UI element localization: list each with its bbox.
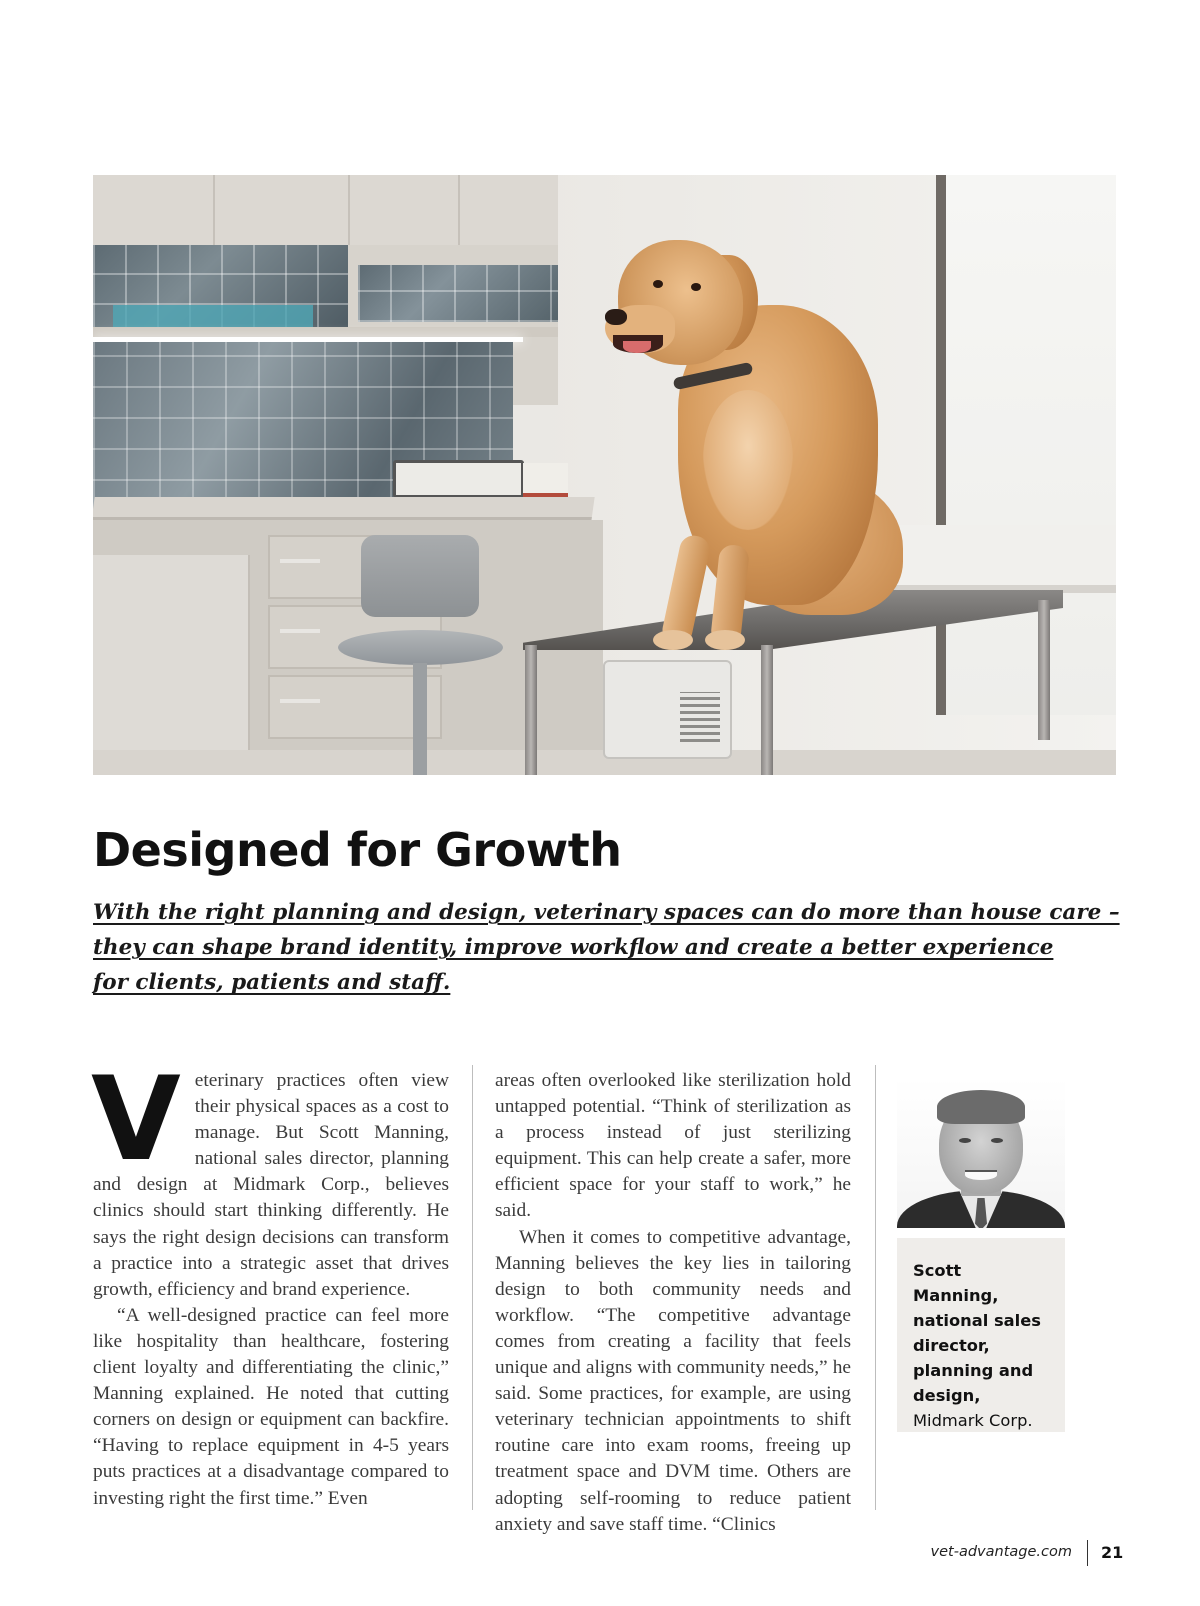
photo-table-leg [761,645,773,775]
photo-device [393,460,524,498]
column-divider [875,1065,876,1510]
body-paragraph: areas often overlooked like sterilization hold untapped potential. “Think of sterilization as a process instead of just sterilizing equipment. This can help create a safer, more efficient space for your staff to work,” he said. [495,1070,851,1222]
page-number: 21 [1101,1543,1124,1562]
caption-name-line: planning and [913,1361,1034,1380]
portrait-caption [897,1238,1065,1432]
footer-website: vet-advantage.com [930,1544,1072,1560]
caption-name-line: director, [913,1336,990,1355]
photo-window [936,175,1116,715]
photo-upper-cabinets [93,175,558,248]
footer-divider [1087,1540,1088,1566]
article-deck [93,895,1120,1000]
body-paragraph: “A well-designed practice can feel more like hospitality than healthcare, fostering client loyalty and differentiating the clinic,” Manning explained. He noted that cutting corners on design or equipment can backfire. “Having to replace equipment in 4-5 years puts practices at a disadvantage compared to investing right the first time.” Even [93,1304,449,1509]
photo-shelf-board [93,327,558,337]
deck-line: for clients, patients and staff. [93,970,451,995]
photo-table-leg [525,645,537,775]
photo-side-counter [868,525,1116,593]
photo-stool-back [361,535,479,617]
body-paragraph: When it comes to competitive advantage, Manning believes the key lies in tailoring design to both community needs and workflow. “The competitive advantage comes from creating a facility that feels unique and aligns with community needs,” he said. Some practices, for example, are using veterinary technician appointments to shift routine care into exam rooms, freeing up treatment space and DVM time. Others are adopting self-rooming to reduce patient anxiety and save staff time. “Clinics [495,1226,851,1535]
body-paragraph: eterinary practices often view their physical spaces as a cost to manage. But Scott Manning, national sales director, planning and design at Midmark Corp., believes clinics should start thinking differently. He says the right design decisions can transform a practice into a strategic asset that drives growth, efficiency and brand experience. [93,1070,449,1300]
photo-counter [93,497,595,521]
photo-device-small [523,463,568,498]
body-column-1 [91,1052,449,1512]
caption-name-line: Scott Manning, [913,1261,999,1305]
photo-fridge [93,555,250,775]
caption-name-line: national sales [913,1311,1041,1330]
photo-machine [603,660,732,759]
body-column-2 [495,1068,851,1538]
article-title: Designed for Growth [93,823,622,877]
column-divider [472,1065,473,1510]
deck-line: they can shape brand identity, improve workflow and create a better experience [93,935,1054,960]
photo-table-leg [1038,600,1050,740]
drop-cap: V [91,1052,181,1187]
caption-organization: Midmark Corp. [913,1411,1033,1430]
hero-photo [93,175,1116,775]
photo-stool-post [413,663,427,775]
caption-name-line: design, [913,1386,981,1405]
deck-line: With the right planning and design, veterinary spaces can do more than house care – [93,900,1120,925]
photo-stool-seat [338,630,503,665]
portrait-photo [897,1078,1065,1228]
